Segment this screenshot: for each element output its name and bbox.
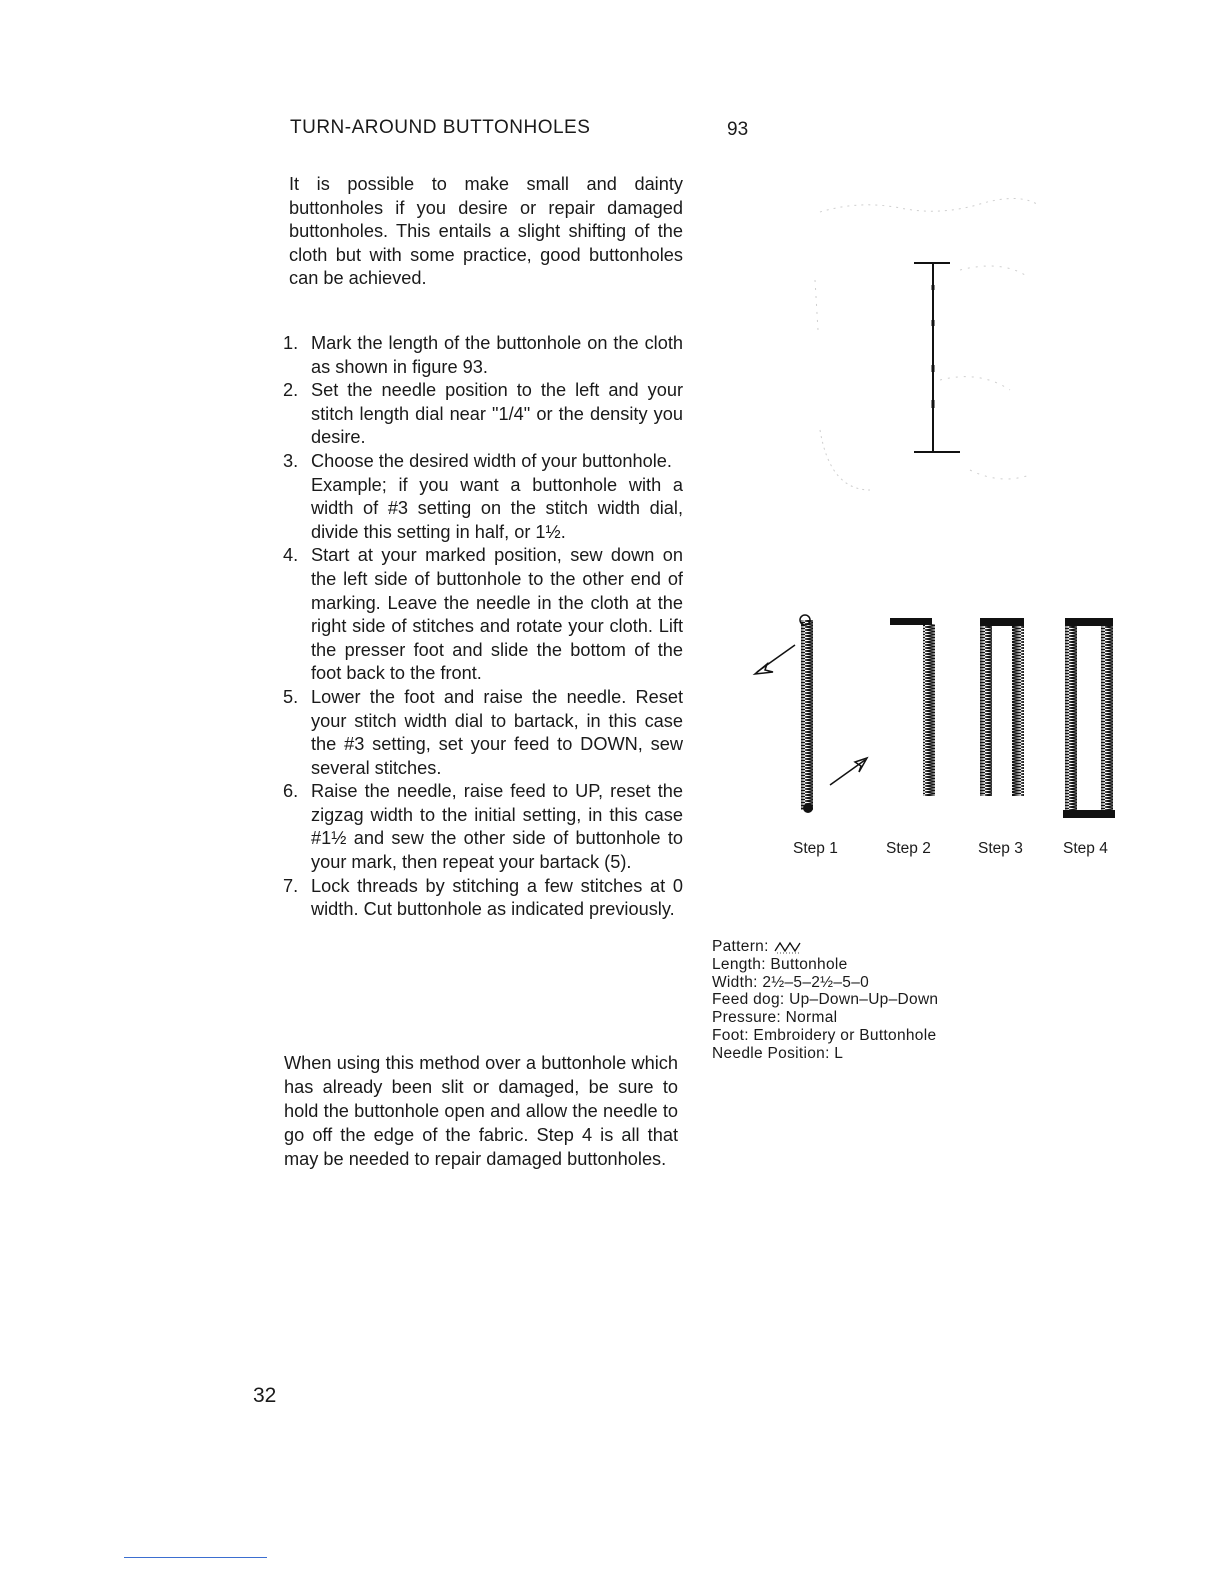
- pattern-label: Pattern:: [712, 938, 769, 955]
- step-3-stitch: [980, 618, 1024, 796]
- step-item: [283, 544, 683, 686]
- step-item: [283, 450, 683, 544]
- step-text: Mark the length of the buttonhole on the cloth as shown in figure 93.: [311, 333, 683, 377]
- step-4-stitch: [1063, 618, 1115, 818]
- width-setting: Width: 2½–5–2½–5–0: [712, 973, 870, 991]
- step-number: 7.: [283, 875, 299, 896]
- step-number: 5.: [283, 686, 299, 707]
- step-number: 2.: [283, 380, 299, 401]
- step-2-stitch: [890, 618, 935, 796]
- page-number: 32: [253, 1384, 277, 1407]
- step-item: [283, 875, 683, 922]
- intro-paragraph: It is possible to make small and dainty buttonholes if you desire or repair damaged buttonholes. This entails a slight shifting of the cloth but with some practice, good buttonholes can be achieved.: [289, 174, 683, 289]
- step-number: 1.: [283, 333, 299, 353]
- feed-dog-setting: Feed dog: Up–Down–Up–Down: [712, 991, 939, 1009]
- step-label: Step 3: [978, 840, 1023, 857]
- step-label: Step 4: [1063, 840, 1108, 857]
- step-item: [283, 686, 683, 780]
- length-setting: Length: Buttonhole: [712, 955, 848, 973]
- zigzag-pattern-icon: [773, 939, 805, 955]
- step-example: Example; if you want a buttonhole with a width of #3 setting on the stitch width dial, divide this setting in half, or 1½.: [311, 474, 683, 542]
- step-item: [283, 332, 683, 379]
- needle-position-setting: Needle Position: L: [712, 1044, 844, 1062]
- step-text: Lock threads by stitching a few stitches at 0 width. Cut buttonhole as indicated previously.: [311, 875, 683, 920]
- step-number: 4.: [283, 545, 299, 566]
- step-text: Set the needle position to the left and your stitch length dial near "1/4" or the density you desire.: [311, 380, 683, 448]
- step-item: [283, 780, 683, 874]
- machine-settings: [712, 938, 938, 1063]
- step-number: 6.: [283, 781, 299, 802]
- page-title: TURN-AROUND BUTTONHOLES: [290, 117, 591, 138]
- step-label: Step 1: [793, 840, 838, 857]
- buttonhole-marking-illustration: [800, 190, 1050, 500]
- buttonhole-step-illustration: [745, 600, 1125, 830]
- step-1-stitch: [755, 615, 867, 813]
- foot-setting: Foot: Embroidery or Buttonhole: [712, 1026, 937, 1044]
- step-text: Lower the foot and raise the needle. Reset your stitch width dial to bartack, in this case the #3 setting, set your feed to DOWN, sew several stitches.: [311, 686, 683, 778]
- step-number: 3.: [283, 450, 299, 471]
- figure-number: 93: [727, 119, 749, 140]
- step-text: Choose the desired width of your buttonhole.: [311, 450, 672, 471]
- footer-rule: [124, 1557, 267, 1558]
- step-item: [283, 379, 683, 450]
- closing-paragraph: When using this method over a buttonhole which has already been slit or damaged, be sure to hold the buttonhole open and allow the needle to go off the edge of the fabric. Step 4 is all that may be needed to repair damaged buttonholes.: [284, 1053, 678, 1169]
- pattern-setting: [712, 938, 938, 956]
- pressure-setting: Pressure: Normal: [712, 1009, 838, 1027]
- step-text: Raise the needle, raise feed to UP, reset the zigzag width to the initial setting, in this case #1½ and sew the other side of buttonhole to your mark, then repeat your bartack (5).: [311, 781, 683, 873]
- step-label: Step 2: [886, 840, 931, 857]
- instruction-steps: [283, 332, 683, 922]
- step-text: Start at your marked position, sew down on the left side of buttonhole to the other end of marking. Leave the needle in the cloth at the right side of stitches and rotate your cloth. Lift the presser foot and slide the bottom of the foot back to the front.: [311, 545, 683, 684]
